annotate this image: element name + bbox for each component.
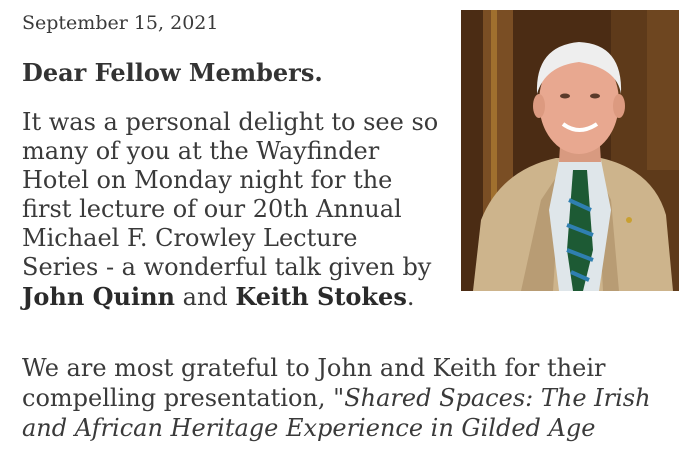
paragraph-text: compelling presentation, <box>22 384 334 412</box>
portrait-photo <box>461 10 679 291</box>
paragraph-line: Series - a wonderful talk given by <box>22 253 432 281</box>
paragraph-line: Michael F. Crowley Lecture <box>22 224 358 252</box>
letter-greeting: Dear Fellow Members. <box>22 58 323 87</box>
letter-paragraph-1 <box>22 108 452 312</box>
letter-date: September 15, 2021 <box>22 12 219 34</box>
lecture-title: "Shared Spaces: The Irish <box>333 384 651 412</box>
paragraph-line: We are most grateful to John and Keith for their <box>22 354 606 382</box>
lecture-title-continued: and African Heritage Experience in Gilded Age <box>22 414 596 442</box>
speaker-conjunction: and <box>175 283 236 311</box>
paragraph-line <box>22 383 687 413</box>
speaker-name-1: John Quinn <box>22 282 175 311</box>
paragraph-line: many of you at the Wayfinder <box>22 137 380 165</box>
paragraph-line <box>22 413 687 443</box>
paragraph-line: It was a personal delight to see so <box>22 108 439 136</box>
sentence-end: . <box>406 283 415 311</box>
letter-paragraph-2 <box>22 353 687 443</box>
paragraph-line: first lecture of our 20th Annual <box>22 195 402 223</box>
speaker-name-2: Keith Stokes <box>235 282 407 311</box>
paragraph-line-speakers <box>22 282 452 312</box>
portrait-illustration <box>461 10 679 291</box>
paragraph-line: Hotel on Monday night for the <box>22 166 393 194</box>
